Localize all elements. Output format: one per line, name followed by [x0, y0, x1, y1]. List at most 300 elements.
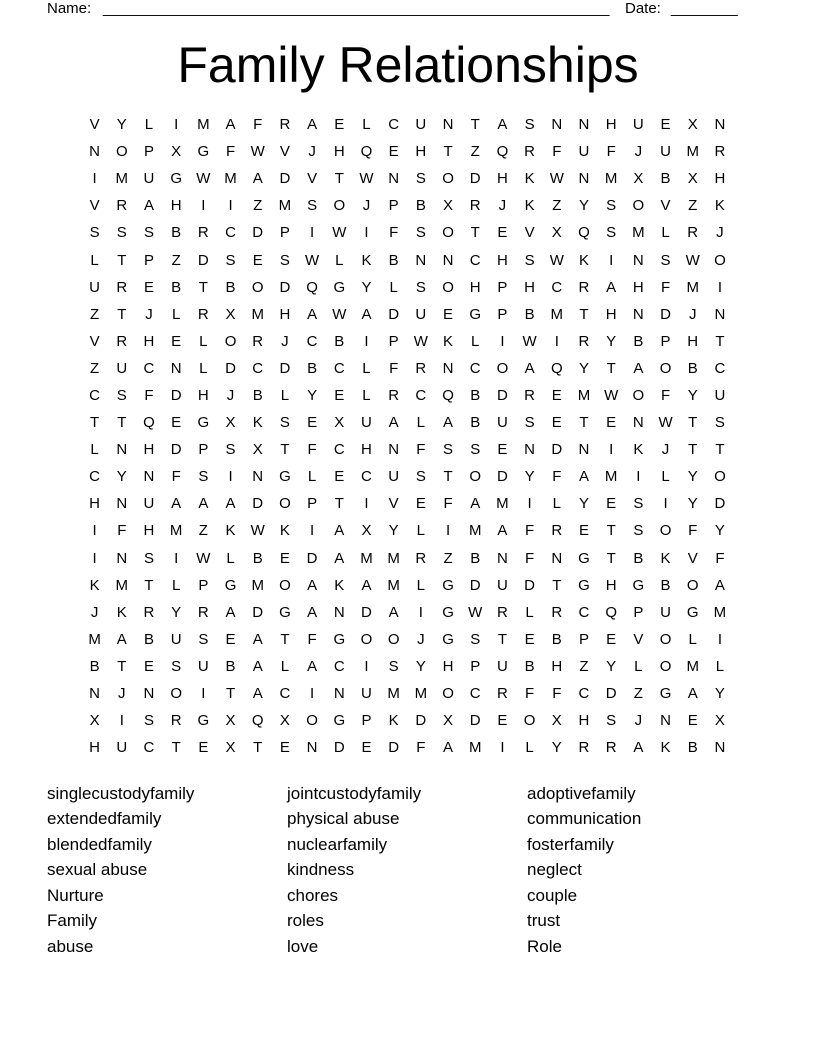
grid-letter: K: [660, 739, 671, 757]
grid-letter: N: [306, 739, 318, 757]
grid-letter: E: [578, 522, 589, 540]
grid-letter: A: [143, 197, 154, 215]
grid-letter: Z: [90, 305, 100, 323]
grid-letter: T: [552, 576, 562, 594]
grid-letter: D: [469, 712, 481, 730]
grid-letter: N: [116, 441, 128, 459]
grid-letter: U: [170, 630, 182, 648]
grid-letter: D: [333, 739, 345, 757]
grid-letter: B: [388, 251, 399, 269]
grid-letter: U: [197, 657, 209, 675]
grid-letter: U: [415, 116, 427, 134]
grid-letter: C: [252, 359, 264, 377]
grid-letter: W: [468, 603, 483, 621]
grid-letter: S: [198, 468, 209, 486]
word-list-item: blendedfamily: [47, 834, 152, 854]
word-list-item: jointcustodyfamily: [287, 784, 422, 803]
grid-letter: A: [497, 522, 508, 540]
grid-letter: S: [633, 495, 644, 513]
grid-letter: L: [416, 414, 426, 432]
grid-letter: J: [308, 143, 316, 161]
grid-letter: Y: [116, 468, 127, 486]
grid-letter: M: [414, 685, 428, 703]
grid-letter: U: [496, 576, 508, 594]
grid-letter: X: [361, 522, 372, 540]
grid-letter: T: [144, 576, 154, 594]
grid-letter: E: [551, 414, 562, 432]
grid-letter: X: [443, 197, 454, 215]
grid-letter: O: [442, 170, 454, 188]
grid-letter: D: [496, 386, 508, 404]
grid-letter: S: [225, 441, 236, 459]
grid-letter: U: [361, 685, 372, 703]
grid-letter: Y: [361, 278, 372, 296]
grid-letter: E: [143, 657, 154, 675]
grid-letter: P: [578, 630, 589, 648]
grid-letter: H: [578, 712, 590, 730]
grid-letter: E: [252, 251, 263, 269]
grid-letter: E: [225, 630, 236, 648]
grid-letter: N: [578, 116, 590, 134]
grid-letter: I: [228, 468, 233, 486]
grid-letter: M: [713, 603, 727, 621]
grid-letter: I: [201, 197, 206, 215]
grid-letter: W: [359, 170, 374, 188]
grid-letter: B: [660, 576, 671, 594]
grid-letter: I: [119, 712, 124, 730]
grid-letter: T: [470, 116, 480, 134]
grid-letter: W: [658, 414, 673, 432]
grid-letter: M: [278, 197, 292, 215]
grid-letter: A: [307, 657, 318, 675]
grid-letter: A: [225, 603, 236, 621]
grid-letter: C: [388, 116, 400, 134]
grid-letter: E: [307, 414, 318, 432]
grid-letter: O: [632, 197, 645, 215]
grid-letter: W: [413, 332, 428, 350]
word-list-item: Family: [47, 911, 98, 931]
grid-letter: U: [496, 657, 508, 675]
grid-letter: A: [307, 116, 318, 134]
grid-letter: R: [578, 278, 590, 296]
grid-letter: W: [685, 251, 700, 269]
grid-letter: D: [279, 170, 291, 188]
grid-letter: C: [415, 386, 427, 404]
grid-letter: R: [197, 603, 209, 621]
grid-letter: S: [606, 712, 617, 730]
grid-letter: F: [416, 739, 426, 757]
grid-letter: B: [524, 657, 535, 675]
grid-letter: K: [388, 712, 399, 730]
grid-letter: N: [632, 251, 644, 269]
grid-letter: T: [606, 522, 616, 540]
grid-letter: E: [606, 630, 617, 648]
grid-letter: E: [334, 116, 345, 134]
grid-letter: K: [524, 170, 535, 188]
grid-letter: N: [496, 549, 508, 567]
grid-letter: Q: [442, 386, 454, 404]
grid-letter: K: [252, 414, 263, 432]
grid-letter: M: [387, 549, 400, 567]
grid-letter: O: [306, 712, 318, 730]
grid-letter: Z: [198, 522, 208, 540]
grid-letter: I: [201, 685, 206, 703]
grid-letter: E: [171, 414, 182, 432]
grid-letter: Q: [496, 143, 509, 161]
grid-letter: F: [552, 468, 562, 486]
grid-letter: I: [418, 603, 423, 621]
grid-letter: V: [279, 143, 290, 161]
word-list-item: Nurture: [47, 885, 104, 905]
grid-letter: L: [280, 657, 290, 675]
grid-letter: V: [660, 197, 671, 215]
grid-letter: L: [661, 468, 670, 486]
grid-row: [81, 490, 734, 517]
grid-letter: V: [89, 332, 100, 350]
grid-row: [81, 111, 734, 138]
grid-letter: N: [442, 359, 454, 377]
grid-letter: W: [196, 170, 211, 188]
word-list-item: love: [287, 936, 319, 956]
grid-letter: E: [279, 549, 290, 567]
grid-letter: Q: [306, 278, 318, 296]
grid-letter: V: [388, 495, 399, 513]
grid-row: [81, 734, 734, 761]
grid-letter: A: [388, 603, 399, 621]
grid-letter: M: [686, 143, 699, 161]
grid-letter: S: [606, 224, 617, 242]
grid-letter: K: [578, 251, 589, 269]
grid-letter: A: [388, 414, 399, 432]
grid-letter: H: [279, 305, 291, 323]
grid-letter: C: [143, 359, 155, 377]
grid-letter: Y: [524, 468, 535, 486]
grid-letter: R: [578, 739, 590, 757]
grid-letter: Y: [551, 739, 562, 757]
grid-letter: B: [660, 170, 671, 188]
grid-letter: L: [416, 522, 426, 540]
grid-letter: M: [115, 576, 129, 594]
grid-letter: E: [388, 143, 399, 161]
grid-letter: L: [661, 224, 670, 242]
grid-letter: V: [89, 197, 100, 215]
grid-letter: N: [89, 685, 101, 703]
grid-letter: E: [687, 712, 698, 730]
grid-letter: B: [171, 278, 182, 296]
grid-letter: B: [470, 549, 481, 567]
grid-letter: R: [197, 224, 209, 242]
grid-letter: N: [714, 116, 726, 134]
grid-letter: R: [170, 712, 182, 730]
grid-letter: S: [198, 630, 209, 648]
grid-letter: L: [715, 657, 725, 675]
grid-letter: P: [497, 278, 508, 296]
grid-letter: H: [170, 197, 182, 215]
grid-letter: C: [225, 224, 236, 242]
grid-letter: S: [143, 712, 154, 730]
grid-letter: K: [225, 522, 236, 540]
grid-letter: R: [252, 332, 264, 350]
grid-letter: O: [170, 685, 182, 703]
grid-letter: D: [469, 170, 481, 188]
grid-letter: J: [90, 603, 99, 621]
grid-letter: S: [470, 441, 481, 459]
grid-letter: D: [306, 549, 318, 567]
grid-letter: S: [633, 522, 644, 540]
grid-letter: U: [143, 495, 155, 513]
grid-letter: F: [307, 630, 317, 648]
grid-letter: Y: [307, 386, 318, 404]
grid-letter: H: [605, 116, 617, 134]
grid-letter: T: [579, 414, 589, 432]
grid-letter: M: [387, 576, 400, 594]
grid-row: [81, 165, 734, 192]
grid-letter: M: [550, 305, 564, 323]
grid-letter: A: [606, 278, 617, 296]
grid-letter: T: [253, 739, 263, 757]
grid-letter: D: [551, 441, 563, 459]
grid-letter: E: [171, 332, 182, 350]
grid-letter: B: [225, 657, 236, 675]
grid-letter: C: [469, 685, 481, 703]
grid-letter: D: [252, 224, 264, 242]
grid-letter: G: [279, 603, 291, 621]
grid-letter: X: [225, 414, 236, 432]
word-list-item: singlecustodyfamily: [47, 784, 195, 803]
grid-letter: G: [442, 630, 454, 648]
grid-letter: U: [143, 170, 155, 188]
grid-letter: H: [89, 495, 101, 513]
grid-letter: D: [388, 739, 400, 757]
page-title: Family Relationships: [177, 37, 639, 93]
grid-letter: X: [443, 712, 454, 730]
grid-letter: T: [90, 414, 100, 432]
grid-letter: E: [198, 739, 209, 757]
grid-letter: F: [660, 386, 671, 404]
grid-letter: I: [500, 739, 505, 757]
grid-row: [81, 680, 734, 707]
grid-letter: A: [524, 359, 535, 377]
grid-letter: D: [524, 576, 536, 594]
grid-row: [81, 409, 734, 436]
grid-row: [81, 274, 734, 301]
grid-letter: F: [389, 224, 399, 242]
grid-letter: X: [171, 143, 182, 161]
grid-letter: N: [442, 251, 454, 269]
grid-letter: M: [686, 278, 699, 296]
grid-letter: T: [171, 739, 181, 757]
grid-letter: Q: [251, 712, 264, 730]
grid-letter: E: [415, 495, 426, 513]
grid-letter: V: [307, 170, 318, 188]
grid-letter: U: [660, 143, 671, 161]
grid-letter: O: [442, 685, 454, 703]
grid-letter: X: [714, 712, 725, 730]
grid-letter: I: [364, 332, 369, 350]
grid-letter: T: [334, 495, 344, 513]
grid-letter: O: [659, 657, 672, 675]
grid-letter: A: [225, 116, 236, 134]
grid-letter: J: [417, 630, 425, 648]
grid-letter: B: [171, 224, 182, 242]
word-list-column: [527, 781, 641, 959]
grid-letter: N: [524, 441, 536, 459]
grid-letter: L: [144, 116, 154, 134]
grid-letter: W: [305, 251, 320, 269]
grid-letter: R: [551, 603, 563, 621]
grid-letter: N: [578, 170, 590, 188]
grid-letter: S: [714, 414, 725, 432]
grid-letter: O: [659, 359, 672, 377]
grid-letter: D: [252, 495, 264, 513]
grid-letter: L: [90, 251, 99, 269]
grid-row: [81, 707, 734, 734]
grid-letter: F: [525, 685, 535, 703]
grid-letter: S: [116, 224, 127, 242]
grid-letter: G: [442, 603, 454, 621]
grid-letter: T: [443, 468, 453, 486]
word-list-item: adoptivefamily: [527, 784, 636, 803]
grid-letter: G: [333, 278, 346, 296]
grid-row: [81, 382, 734, 409]
grid-letter: F: [225, 143, 236, 161]
grid-letter: O: [279, 576, 291, 594]
grid-letter: R: [524, 143, 536, 161]
grid-row: [81, 301, 734, 328]
grid-letter: L: [307, 468, 317, 486]
grid-letter: O: [686, 576, 699, 594]
grid-letter: B: [633, 549, 644, 567]
grid-letter: W: [522, 332, 537, 350]
grid-letter: G: [578, 576, 590, 594]
grid-letter: R: [496, 685, 508, 703]
grid-letter: R: [197, 305, 209, 323]
grid-letter: M: [686, 657, 699, 675]
grid-letter: T: [443, 143, 453, 161]
grid-letter: J: [634, 143, 643, 161]
grid-letter: F: [525, 522, 535, 540]
grid-letter: S: [307, 197, 318, 215]
grid-letter: I: [554, 332, 559, 350]
grid-letter: A: [307, 603, 318, 621]
grid-letter: L: [335, 251, 344, 269]
grid-letter: T: [225, 685, 236, 703]
grid-letter: P: [633, 603, 644, 621]
word-list-item: kindness: [287, 860, 355, 880]
grid-letter: F: [389, 359, 399, 377]
grid-letter: T: [470, 224, 480, 242]
grid-letter: A: [334, 549, 345, 567]
grid-letter: K: [334, 576, 345, 594]
grid-letter: G: [197, 143, 210, 161]
grid-letter: E: [497, 224, 508, 242]
grid-letter: O: [360, 630, 373, 648]
grid-letter: D: [469, 576, 481, 594]
grid-letter: J: [281, 332, 289, 350]
grid-letter: N: [660, 712, 671, 730]
grid-letter: Z: [171, 251, 181, 269]
grid-letter: P: [198, 576, 209, 594]
grid-letter: C: [89, 468, 101, 486]
grid-letter: S: [660, 251, 671, 269]
grid-letter: C: [333, 657, 345, 675]
grid-letter: D: [361, 603, 372, 621]
grid-letter: A: [252, 630, 263, 648]
grid-letter: L: [389, 278, 398, 296]
grid-letter: D: [225, 359, 236, 377]
grid-letter: R: [415, 359, 427, 377]
grid-letter: B: [225, 278, 236, 296]
grid-letter: K: [524, 197, 535, 215]
grid-letter: X: [89, 712, 100, 730]
grid-letter: O: [387, 630, 400, 648]
grid-letter: B: [252, 549, 263, 567]
grid-letter: A: [334, 522, 345, 540]
grid-letter: E: [334, 386, 345, 404]
grid-letter: L: [226, 549, 235, 567]
grid-row: [81, 328, 734, 355]
grid-letter: N: [143, 468, 155, 486]
grid-letter: J: [362, 197, 371, 215]
grid-letter: X: [225, 712, 236, 730]
word-list-column: [287, 781, 421, 959]
grid-letter: T: [715, 441, 725, 459]
grid-letter: M: [604, 170, 618, 188]
grid-letter: I: [445, 522, 451, 540]
grid-letter: C: [578, 685, 590, 703]
grid-letter: J: [716, 224, 724, 242]
grid-letter: F: [660, 278, 671, 296]
grid-letter: S: [415, 278, 426, 296]
word-list-column: [47, 781, 194, 959]
grid-letter: R: [496, 603, 508, 621]
grid-letter: V: [687, 549, 698, 567]
grid-letter: L: [416, 576, 426, 594]
grid-letter: U: [388, 468, 400, 486]
grid-letter: T: [117, 414, 127, 432]
grid-letter: S: [470, 630, 481, 648]
grid-letter: H: [496, 251, 508, 269]
grid-letter: O: [469, 468, 482, 486]
grid-letter: L: [362, 386, 371, 404]
grid-letter: B: [551, 630, 562, 648]
grid-letter: I: [92, 522, 97, 540]
grid-letter: C: [578, 603, 590, 621]
grid-letter: A: [497, 116, 508, 134]
grid-letter: B: [415, 197, 426, 215]
grid-letter: O: [632, 386, 645, 404]
grid-row: [81, 572, 734, 599]
grid-letter: O: [714, 251, 726, 269]
grid-letter: I: [364, 657, 369, 675]
grid-letter: N: [442, 116, 454, 134]
grid-letter: L: [280, 386, 290, 404]
grid-letter: Q: [605, 603, 617, 621]
grid-letter: D: [252, 603, 264, 621]
grid-letter: Y: [578, 197, 589, 215]
grid-letter: X: [334, 414, 345, 432]
grid-letter: A: [633, 739, 644, 757]
grid-letter: M: [468, 522, 482, 540]
word-list-item: fosterfamily: [527, 834, 614, 854]
grid-letter: D: [197, 251, 209, 269]
grid-letter: Y: [714, 685, 725, 703]
grid-row: [81, 517, 734, 544]
grid-letter: O: [442, 278, 454, 296]
grid-letter: T: [606, 359, 616, 377]
grid-letter: E: [606, 495, 617, 513]
grid-letter: O: [659, 522, 672, 540]
